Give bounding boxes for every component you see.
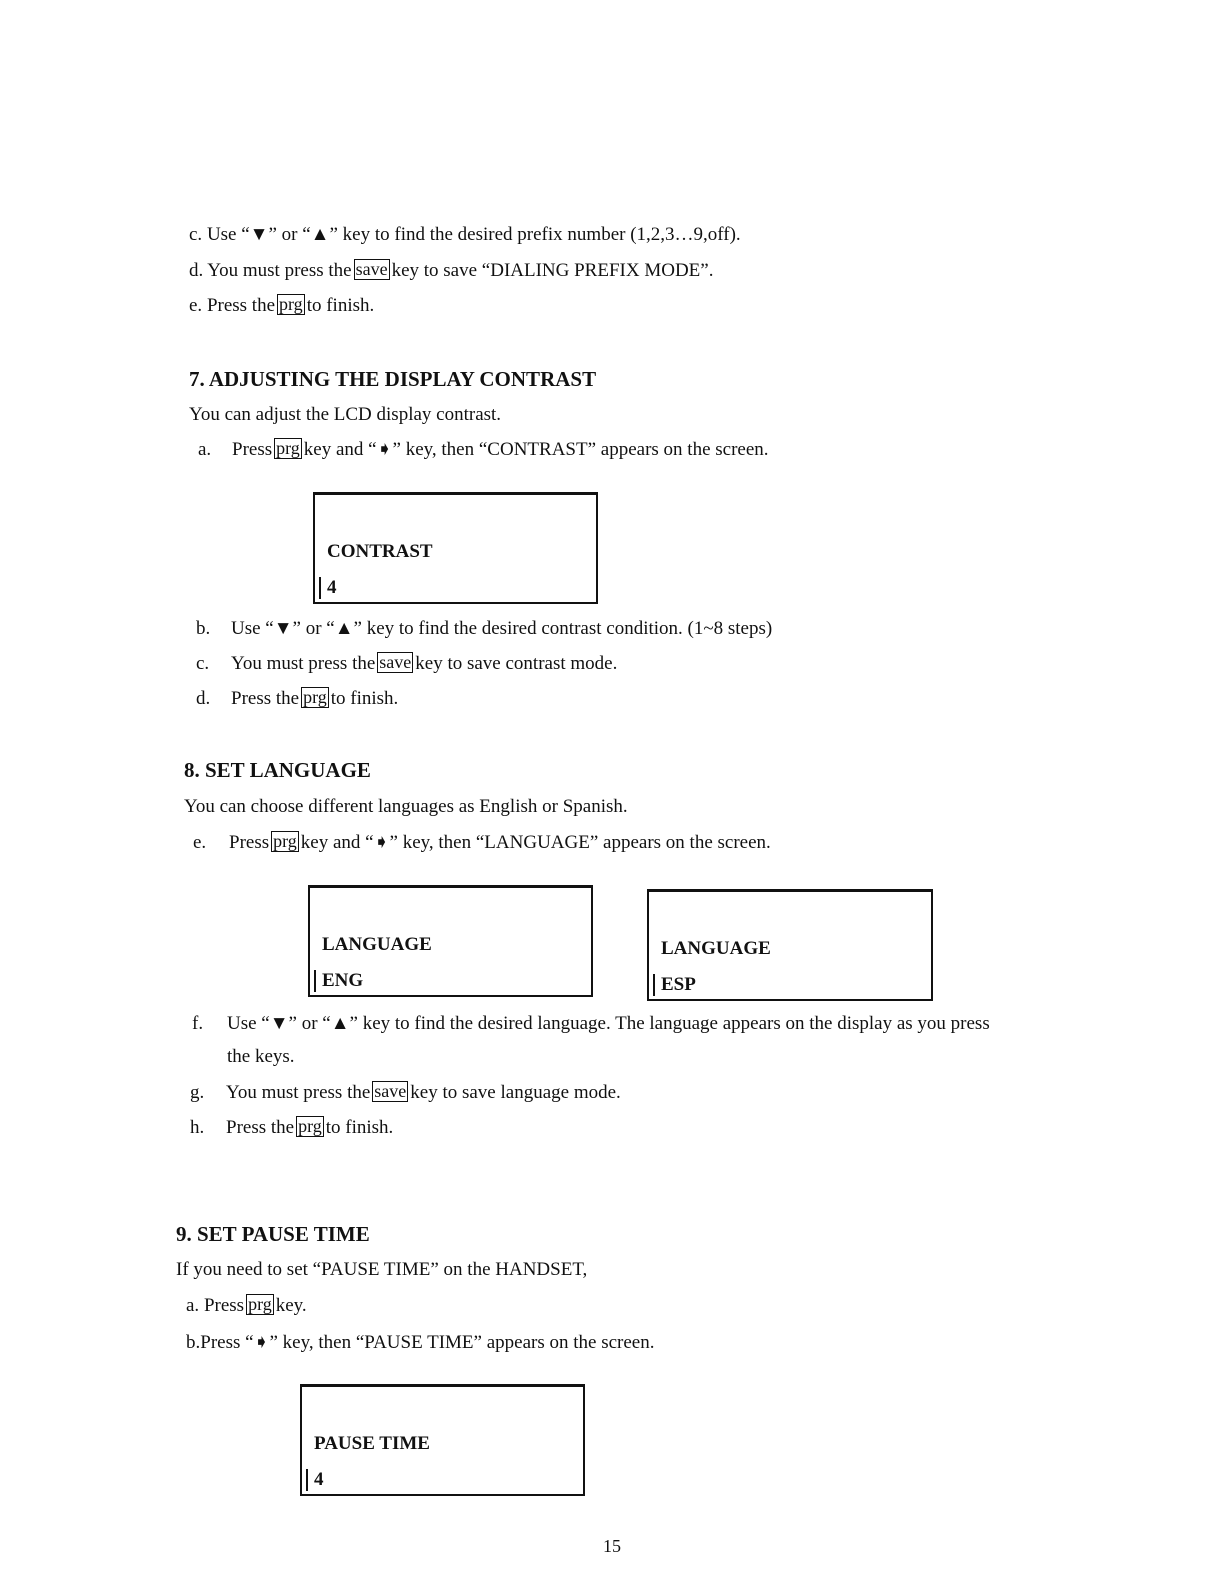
- step-text: key to save contrast mode.: [415, 653, 618, 674]
- section-7-title: 7. ADJUSTING THE DISPLAY CONTRAST: [189, 367, 597, 391]
- step-marker: h.: [190, 1117, 205, 1138]
- step-marker: a.: [198, 439, 212, 460]
- save-key-icon: save: [374, 1081, 407, 1101]
- lcd-line-1: LANGUAGE: [322, 934, 432, 955]
- section-7-intro: You can adjust the LCD display contrast.: [189, 404, 502, 425]
- prefix-step-c: [189, 223, 741, 247]
- step-text: You must press the: [231, 653, 376, 674]
- contrast-step-b: [196, 617, 772, 641]
- step-text: Press: [203, 1295, 245, 1316]
- prg-key-icon: prg: [248, 1294, 272, 1314]
- language-step-f-continued: the keys.: [227, 1046, 295, 1067]
- step-text: Use “▼” or “▲” key to find the desired contrast condition. (1~8 steps): [231, 618, 773, 639]
- page-number: 15: [603, 1536, 621, 1556]
- step-text: You must press the: [207, 260, 352, 281]
- step-marker: c.: [196, 653, 210, 674]
- prg-key-icon: prg: [298, 1116, 322, 1136]
- contrast-step-d: [196, 687, 398, 711]
- step-marker: b.: [196, 618, 211, 639]
- section-8-intro: You can choose different languages as English or Spanish.: [184, 796, 628, 817]
- lcd-line-2: 4: [306, 1469, 324, 1491]
- step-text: Press: [229, 832, 270, 853]
- pause-step-a: [186, 1294, 307, 1318]
- step-text: Press the: [226, 1117, 295, 1138]
- prg-key-icon: prg: [279, 294, 303, 314]
- language-esp-lcd-display: [647, 889, 933, 1001]
- step-text: key to save language mode.: [410, 1082, 621, 1103]
- lcd-line-2: ENG: [314, 970, 363, 992]
- step-text: You must press the: [226, 1082, 371, 1103]
- step-text: Use “▼” or “▲” key to find the desired prefix number (1,2,3…9,off).: [206, 224, 741, 245]
- pause-step-b: [186, 1331, 654, 1355]
- step-marker: f.: [192, 1013, 204, 1034]
- step-marker: e.: [189, 295, 203, 316]
- section-9-intro: If you need to set “PAUSE TIME” on the HANDSET,: [176, 1259, 588, 1280]
- step-marker: d.: [196, 688, 211, 709]
- language-step-e: [193, 831, 771, 855]
- step-marker: d.: [189, 260, 204, 281]
- step-text: Press “➧” key, then “PAUSE TIME” appears on the screen.: [200, 1332, 655, 1353]
- section-9-title: 9. SET PAUSE TIME: [176, 1222, 370, 1246]
- lcd-line-2: ESP: [653, 974, 696, 996]
- step-marker: b.: [186, 1332, 201, 1353]
- prefix-step-d: [189, 259, 713, 283]
- step-text: Press the: [231, 688, 300, 709]
- step-marker: c.: [189, 224, 203, 245]
- step-text: Press the: [206, 295, 276, 316]
- language-step-f: [192, 1012, 990, 1036]
- section-8-title: 8. SET LANGUAGE: [184, 758, 371, 782]
- language-step-h: [190, 1116, 393, 1140]
- language-step-g: [190, 1081, 621, 1105]
- lcd-line-1: LANGUAGE: [661, 938, 771, 959]
- step-text: to finish.: [330, 688, 399, 709]
- step-text: Use “▼” or “▲” key to find the desired language. The language appears on the display as you press: [227, 1013, 990, 1034]
- lcd-line-1: CONTRAST: [327, 541, 433, 562]
- lcd-line-2: 4: [319, 577, 337, 599]
- language-eng-lcd-display: [308, 885, 593, 997]
- save-key-icon: save: [355, 259, 388, 279]
- step-marker: g.: [190, 1082, 205, 1103]
- step-marker: e.: [193, 832, 207, 853]
- step-text: to finish.: [306, 295, 375, 316]
- prg-key-icon: prg: [273, 831, 297, 851]
- save-key-icon: save: [379, 652, 412, 672]
- prg-key-icon: prg: [276, 438, 300, 458]
- step-text: Press: [232, 439, 273, 460]
- prg-key-icon: prg: [303, 687, 327, 707]
- step-text: key and “➧” key, then “CONTRAST” appears on the screen.: [303, 439, 769, 460]
- step-text: key to save “DIALING PREFIX MODE”.: [391, 260, 714, 281]
- contrast-step-c: [196, 652, 617, 676]
- contrast-step-a: [198, 438, 769, 462]
- step-text: to finish.: [325, 1117, 394, 1138]
- prefix-step-e: [189, 294, 374, 318]
- lcd-line-1: PAUSE TIME: [314, 1433, 430, 1454]
- step-text: key and “➧” key, then “LANGUAGE” appears on the screen.: [300, 832, 771, 853]
- contrast-lcd-display: [313, 492, 598, 604]
- step-text: key.: [275, 1295, 307, 1316]
- step-marker: a.: [186, 1295, 200, 1316]
- pause-time-lcd-display: [300, 1384, 585, 1496]
